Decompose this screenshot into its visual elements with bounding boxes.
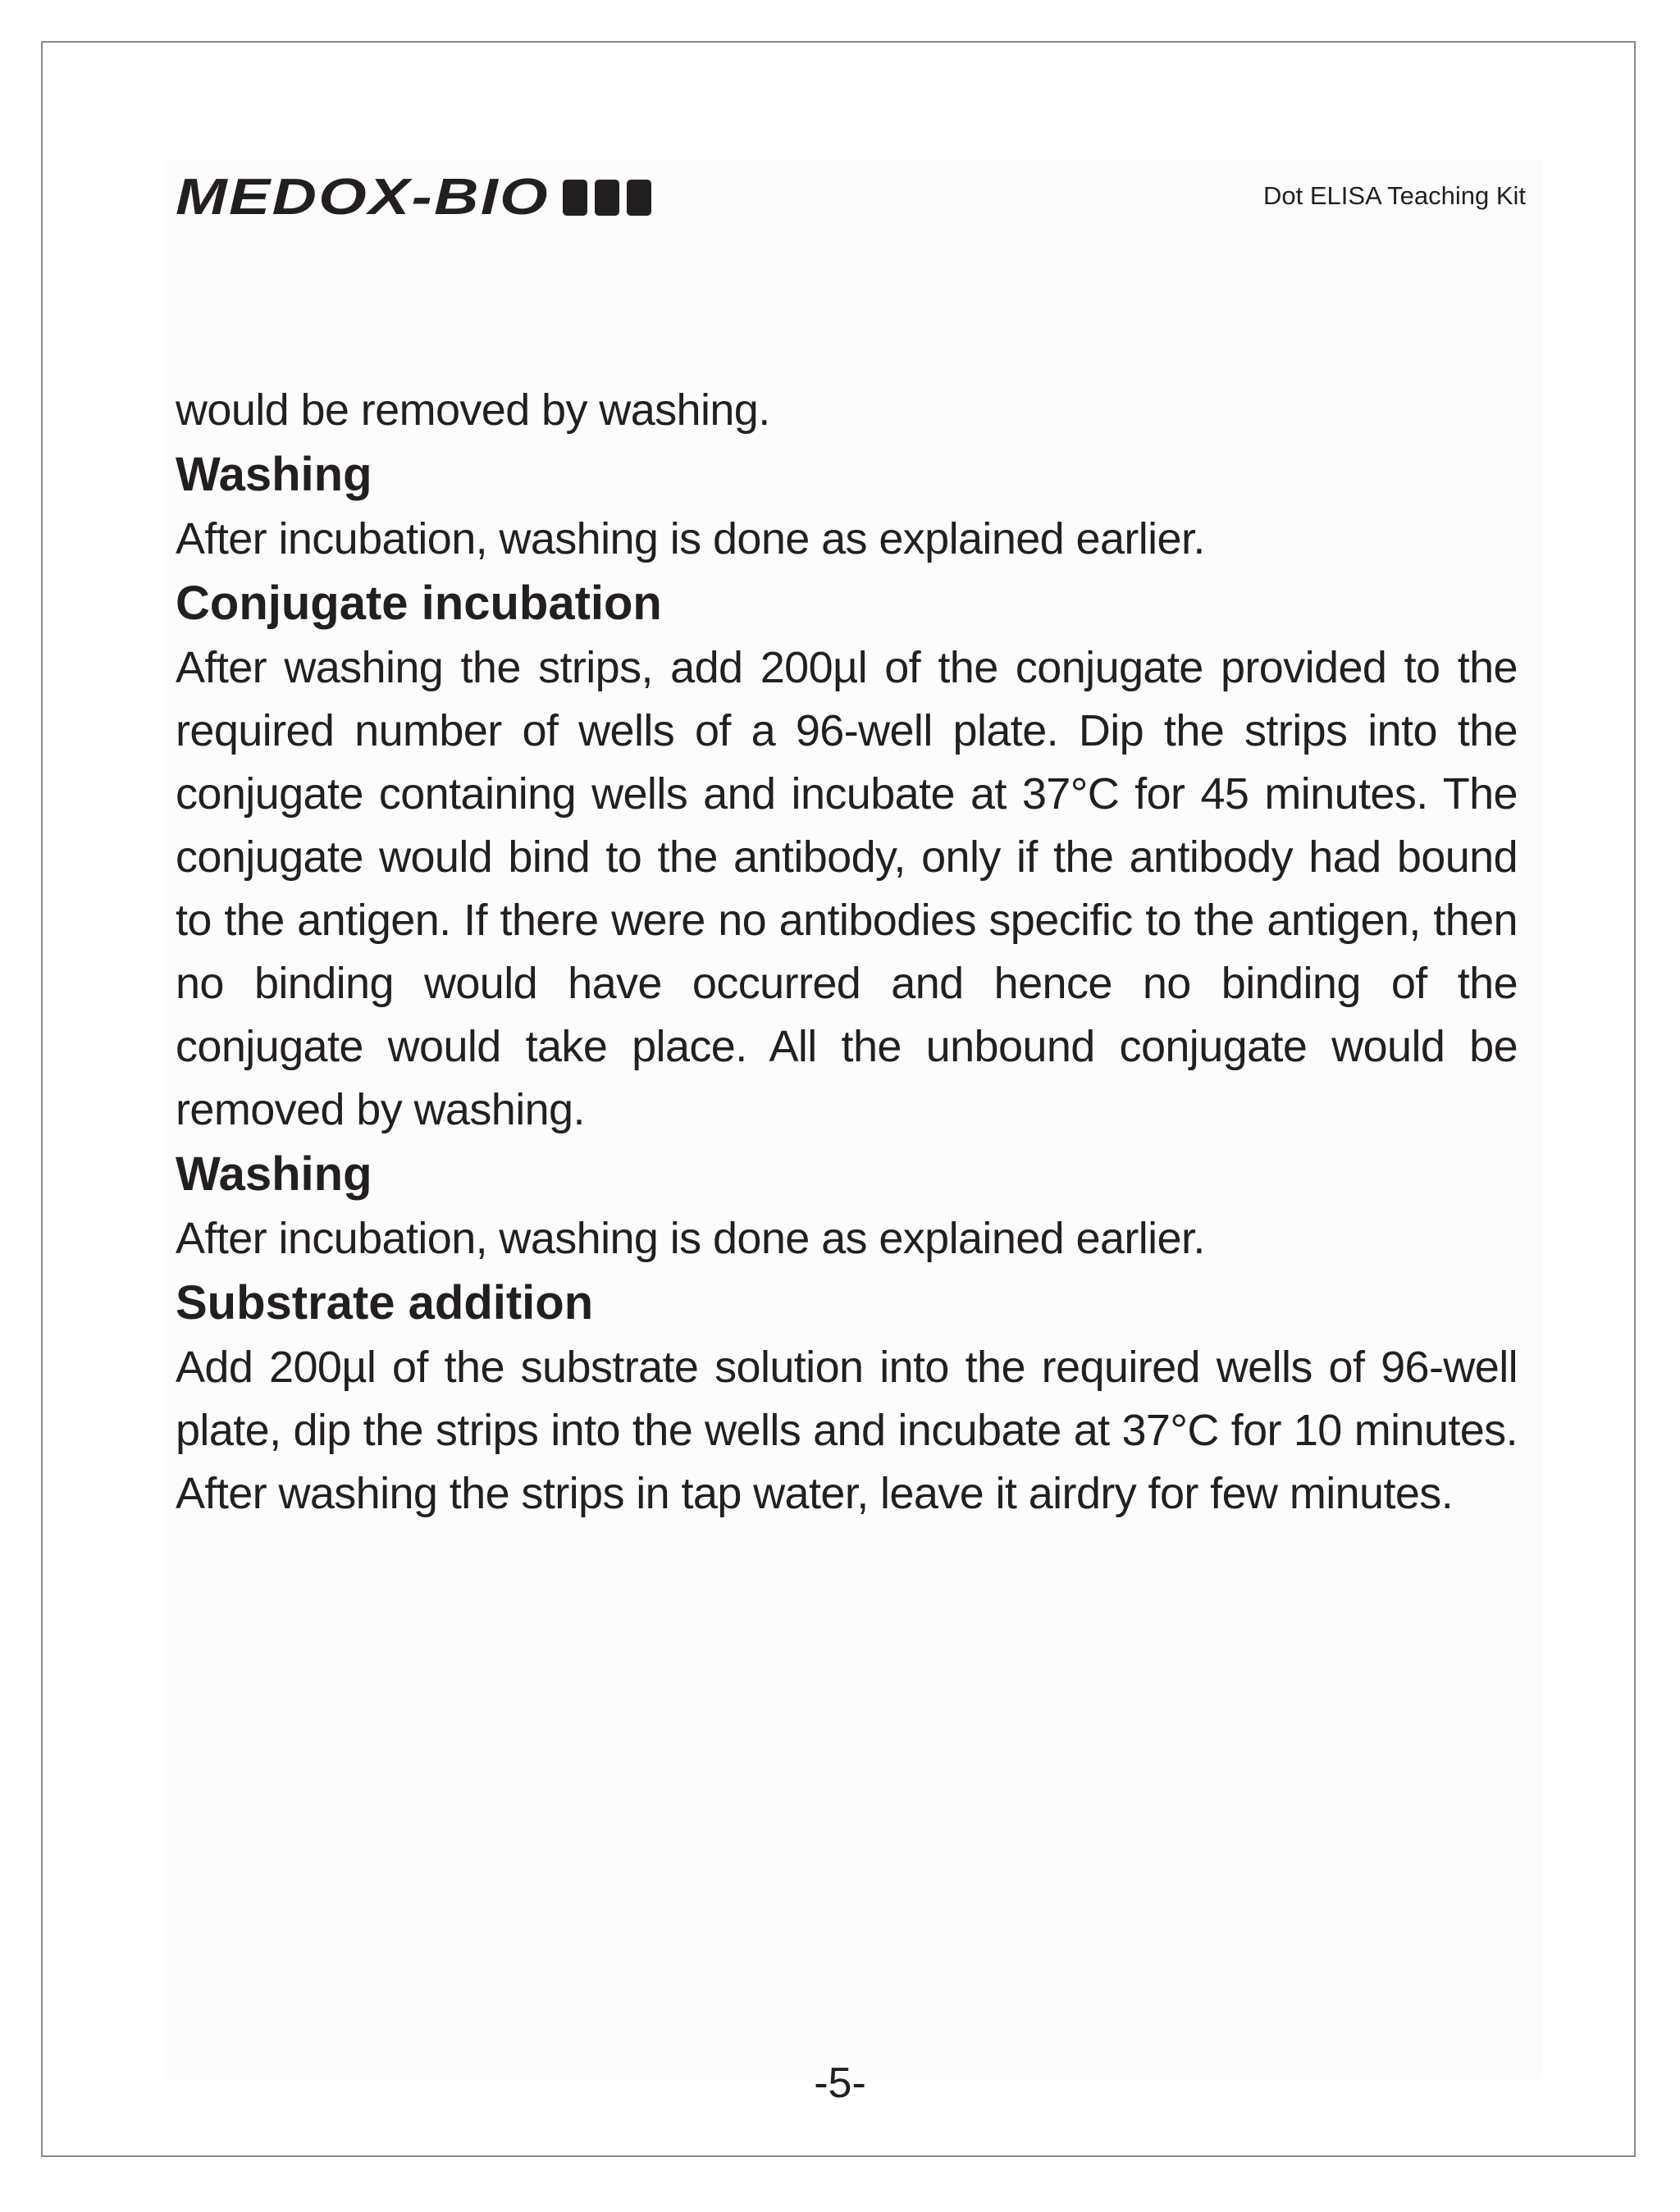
heading-conjugate-incubation: Conjugate incubation [176, 577, 662, 630]
body-content [176, 379, 1518, 1526]
paragraph-washing: After incubation, washing is done as explained earlier. [176, 514, 1205, 563]
document-title: Dot ELISA Teaching Kit [1263, 181, 1526, 210]
medox-bio-logo-graphic [176, 173, 668, 222]
paragraph-substrate-addition: Add 200µl of the substrate solution into the required wells of 96-well plate, dip the strips into the wells and incubate at 37°C for 10 minutes. After washing the strips in tap water, leave it airdry for few minutes. [176, 1343, 1518, 1518]
svg-text:MEDOX-BIO: MEDOX-BIO [176, 173, 550, 222]
paragraph-continuation: would be removed by washing. [176, 385, 770, 435]
heading-substrate-addition: Substrate addition [176, 1276, 594, 1329]
paragraph-washing-2: After incubation, washing is done as explained earlier. [176, 1214, 1205, 1263]
page-header [176, 168, 1526, 226]
medox-bio-logo [176, 173, 668, 222]
heading-washing: Washing [176, 448, 372, 501]
paragraph-conjugate-incubation: After washing the strips, add 200µl of the conjugate provided to the required number of wells of a 96-well plate. Dip the strips into the conjugate containing wells and incubate at 37°C for 45 minutes. The conjugate would bind to the antibody, only if the antibody had bound to the antigen. If there were no antibodies specific to the antigen, then no binding would have occurred and hence no binding of the conjugate would take place. All the unbound conjugate would be removed by washing. [176, 643, 1518, 1134]
page-number: -5- [814, 2059, 866, 2107]
heading-washing-2: Washing [176, 1147, 372, 1201]
